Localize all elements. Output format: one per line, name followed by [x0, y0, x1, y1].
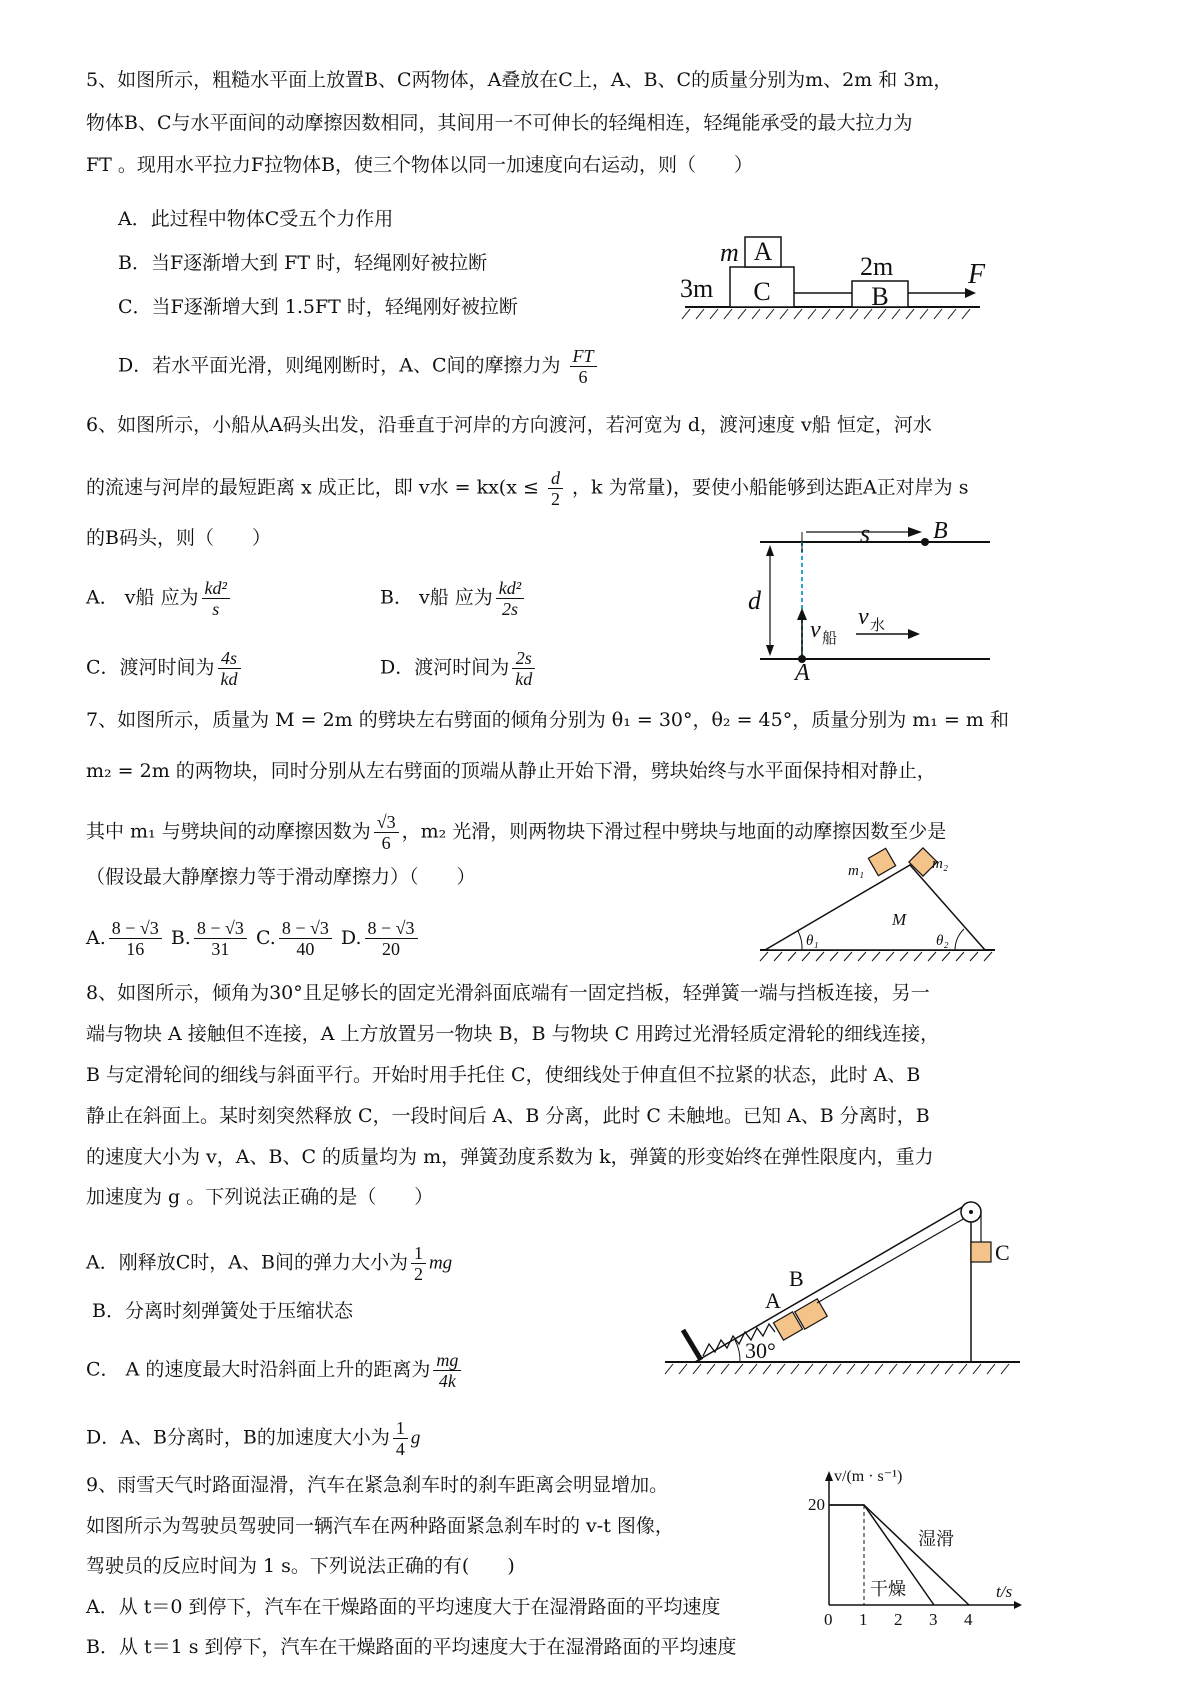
q9-vt-graph [800, 1465, 1030, 1630]
label-M: M [892, 910, 907, 929]
string-incline [817, 1218, 965, 1303]
q8-line5: 的速度大小为 v，A、B、C 的质量均为 m，弹簧劲度系数为 k，弹簧的形变始终在弹性限度内，重力 [86, 1146, 934, 1168]
q8-option-b: B．分离时刻弹簧处于压缩状态 [92, 1300, 353, 1322]
q7-line2: m₂ = 2m 的两物块，同时分别从左右劈面的顶端从静止开始下滑，劈块始终与水平面保持相对静止， [86, 760, 936, 782]
label-m2: m₂ [932, 856, 949, 872]
q7-option-c: C. $\frac{8 - √3}{40}$ [256, 927, 335, 949]
q8-figure [665, 1190, 1035, 1380]
incline [695, 1202, 971, 1362]
label-2m: 2m [860, 252, 894, 281]
label-3m: 3m [680, 274, 714, 303]
q8-option-c: C． A 的速度最大时沿斜面上升的距离为 $\frac{mg}{4k}$ [86, 1350, 464, 1391]
stopper [683, 1330, 701, 1360]
label-wet: 湿滑 [918, 1529, 954, 1549]
label-s: s [860, 519, 871, 548]
q5-line2: 物体B、C与水平面间的动摩擦因数相同，其间用一不可伸长的轻绳相连，轻绳能承受的最大拉力为 [86, 112, 913, 134]
q6-line2: 的流速与河岸的最短距离 x 成正比，即 v水 = kx(x ≤ $\frac{d}{2}$ ，k 为常量)，要使小船能够到达距A正对岸为 s [86, 468, 969, 509]
q8-line2: 端与物块 A 接触但不连接，A 上方放置另一物块 B，B 与物块 C 用跨过光滑轻质定滑轮的细线连接， [86, 1023, 940, 1045]
label-c: C [995, 1240, 1010, 1265]
label-a: A [765, 1288, 781, 1313]
q5-option-d-text: D．若水平面光滑，则绳刚断时，A、C间的摩擦力为 [118, 354, 561, 377]
q8-line3: B 与定滑轮间的细线与斜面平行。开始时用手托住 C，使细线处于伸直但不拉紧的状态，此时 A、B [86, 1064, 921, 1086]
point-b [921, 538, 929, 546]
label-d: d [748, 586, 761, 615]
label-b: B [933, 518, 948, 544]
q8-option-a: A．刚释放C时，A、B间的弹力大小为 $\frac{1}{2}$ mg [86, 1243, 453, 1284]
x-tick-label: 4 [964, 1610, 973, 1629]
label-vwater: v [858, 604, 869, 630]
q5-option-c: C．当F逐渐增大到 1.5FT 时，轻绳刚好被拉断 [118, 296, 518, 318]
q7-option-d: D. $\frac{8 - √3}{20}$ [341, 927, 421, 949]
q6-line1: 6、如图所示，小船从A码头出发，沿垂直于河岸的方向渡河，若河宽为 d，渡河速度 v船 恒定，河水 [86, 414, 932, 436]
label-vwater-sub: 水 [870, 618, 886, 634]
q6-d-over-2: $\frac{d}{2}$ [548, 468, 563, 509]
q7-line4: （假设最大静摩擦力等于滑动摩擦力）（ ） [86, 866, 476, 888]
q8-line1: 8、如图所示，倾角为30°且足够长的固定光滑斜面底端有一固定挡板，轻弹簧一端与挡板连接，另一 [86, 982, 930, 1004]
q5-option-d [118, 346, 600, 387]
q5-line1: 5、如图所示，粗糙水平面上放置B、C两物体，A叠放在C上，A、B、C的质量分别为m、2m 和 3m， [86, 69, 953, 91]
q8-option-d: D．A、B分离时，B的加速度大小为 $\frac{1}{4}$ g [86, 1418, 421, 1459]
q5-line3: FT 。现用水平拉力F拉物体B，使三个物体以同一加速度向右运动，则（ ） [86, 154, 754, 176]
q9-line1: 9、雨雪天气时路面湿滑，汽车在紧急刹车时的刹车距离会明显增加。 [86, 1474, 669, 1496]
q8-line6: 加速度为 g 。下列说法正确的是（ ） [86, 1186, 434, 1208]
q9-option-a: A．从 t＝0 到停下，汽车在干燥路面的平均速度大于在湿滑路面的平均速度 [86, 1596, 721, 1618]
q7-options [86, 918, 421, 959]
q9-line2: 如图所示为驾驶员驾驶同一辆汽车在两种路面紧急刹车时的 v-t 图像， [86, 1515, 674, 1537]
x-tick-label: 0 [824, 1610, 833, 1629]
q5-option-b: B．当F逐渐增大到 FT 时，轻绳刚好被拉断 [118, 252, 488, 274]
q6-figure [740, 512, 1000, 686]
q5-figure [680, 225, 1000, 325]
label-a: A [753, 237, 773, 266]
block-c [971, 1242, 991, 1262]
q8-line4: 静止在斜面上。某时刻突然释放 C，一段时间后 A、B 分离，此时 C 未触地。已知 A、B 分离时，B [86, 1105, 930, 1127]
x-tick-label: 1 [859, 1610, 868, 1629]
label-dry: 干燥 [870, 1579, 906, 1599]
label-c: C [753, 277, 771, 306]
x-tick-label: 2 [894, 1610, 903, 1629]
label-m: m [720, 238, 739, 267]
y-axis-label: v/(m · s⁻¹) [834, 1468, 903, 1485]
wedge [765, 865, 985, 950]
label-a: A [795, 660, 810, 686]
q6-option-d: D．渡河时间为 $\frac{2s}{kd}$ [380, 648, 538, 689]
label-f: F [968, 259, 986, 290]
q9-line3: 驾驶员的反应时间为 1 s。下列说法正确的有( ) [86, 1555, 515, 1577]
y-tick-label: 20 [808, 1495, 825, 1514]
q6-line3: 的B码头，则（ ） [86, 527, 271, 549]
q7-figure [760, 855, 1000, 965]
q6-option-b: B． v船 应为 $\frac{\text{kd²}}{2s}$ [380, 578, 527, 619]
q7-line1: 7、如图所示，质量为 M = 2m 的劈块左右劈面的倾角分别为 θ₁ = 30°，θ₂ = 45°，质量分别为 m₁ = m 和 [86, 709, 1009, 731]
label-angle: 30° [745, 1338, 776, 1363]
q5-option-d-fraction: $\frac{FT}{6}$ [570, 346, 597, 387]
q7-option-a: A. $\frac{8 - √3}{16}$ [86, 927, 165, 949]
q5-option-a: A．此过程中物体C受五个力作用 [118, 208, 394, 230]
x-tick-label: 3 [929, 1610, 938, 1629]
label-b: B [871, 282, 889, 311]
label-theta2: θ₂ [936, 933, 949, 949]
q6-option-c: C．渡河时间为 $\frac{4s}{kd}$ [86, 648, 244, 689]
x-axis-label: t/s [996, 1582, 1013, 1601]
label-vboat: v [810, 617, 821, 643]
label-vboat-sub: 船 [822, 631, 838, 647]
label-theta1: θ₁ [806, 933, 819, 949]
q7-option-b: B. $\frac{8 - √3}{31}$ [171, 927, 250, 949]
q9-option-b: B．从 t＝1 s 到停下，汽车在干燥路面的平均速度大于在湿滑路面的平均速度 [86, 1636, 737, 1658]
label-b: B [789, 1266, 804, 1291]
label-m1: m₁ [848, 863, 865, 879]
q6-option-a: A． v船 应为 $\frac{\text{kd²}}{s}$ [86, 578, 233, 619]
q7-line3: 其中 m₁ 与劈块间的动摩擦因数为 $\frac{√3}{6}$ ，m₂ 光滑，则两物块下滑过程中劈块与地面的动摩擦因数至少是 [86, 812, 947, 853]
